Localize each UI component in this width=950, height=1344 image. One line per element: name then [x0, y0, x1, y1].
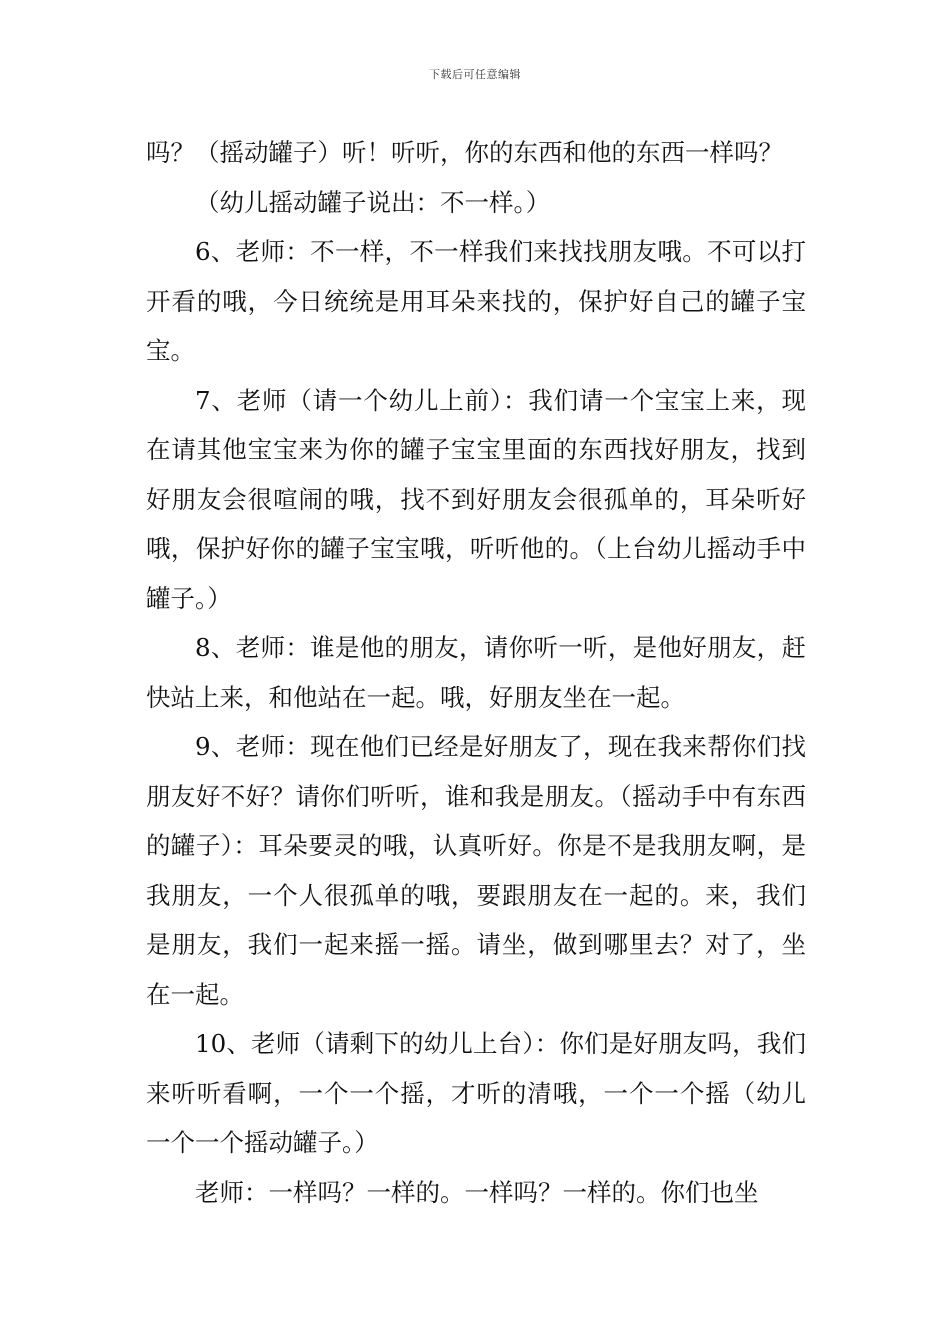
paragraph-6: 9、老师：现在他们已经是好朋友了，现在我来帮你们找朋友好不好？请你们听听，谁和我是朋友。（摇动手中有东西的罐子）：耳朵要灵的哦，认真听好。你是不是我朋友啊，是我朋友，一个人很孤单的哦，要跟朋友在一起的。来，我们是朋友，我们一起来摇一摇。请坐，做到哪里去？对了，坐在一起。 — [146, 732, 806, 1009]
paragraph-7: 10、老师（请剩下的幼儿上台）：你们是好朋友吗，我们来听听看啊，一个一个摇，才听的清哦，一个一个摇（幼儿一个一个摇动罐子。） — [146, 1029, 806, 1157]
paragraph-3: 6、老师：不一样，不一样我们来找找朋友哦。不可以打开看的哦，今日统统是用耳朵来找的，保护好自己的罐子宝宝。 — [146, 237, 806, 365]
paragraph-8: 老师：一样吗？一样的。一样吗？一样的。你们也坐 — [195, 1177, 759, 1207]
paragraph-1: 吗？（摇动罐子）听！听听，你的东西和他的东西一样吗？ — [146, 138, 783, 167]
paragraph-5: 8、老师：谁是他的朋友，请你听一听，是他好朋友，赶快站上来，和他站在一起。哦，好朋友坐在一起。 — [146, 633, 806, 712]
page-header: 下载后可任意编辑 — [429, 68, 521, 81]
document-body — [146, 128, 806, 1217]
paragraph-4: 7、老师（请一个幼儿上前）：我们请一个宝宝上来，现在请其他宝宝来为你的罐子宝宝里面的东西找好朋友，找到好朋友会很喧闹的哦，找不到好朋友会很孤单的，耳朵听好哦，保护好你的罐子宝宝哦，听听他的。（上台幼儿摇动手中罐子。） — [146, 385, 806, 613]
paragraph-2: （幼儿摇动罐子说出：不一样。） — [195, 187, 551, 217]
